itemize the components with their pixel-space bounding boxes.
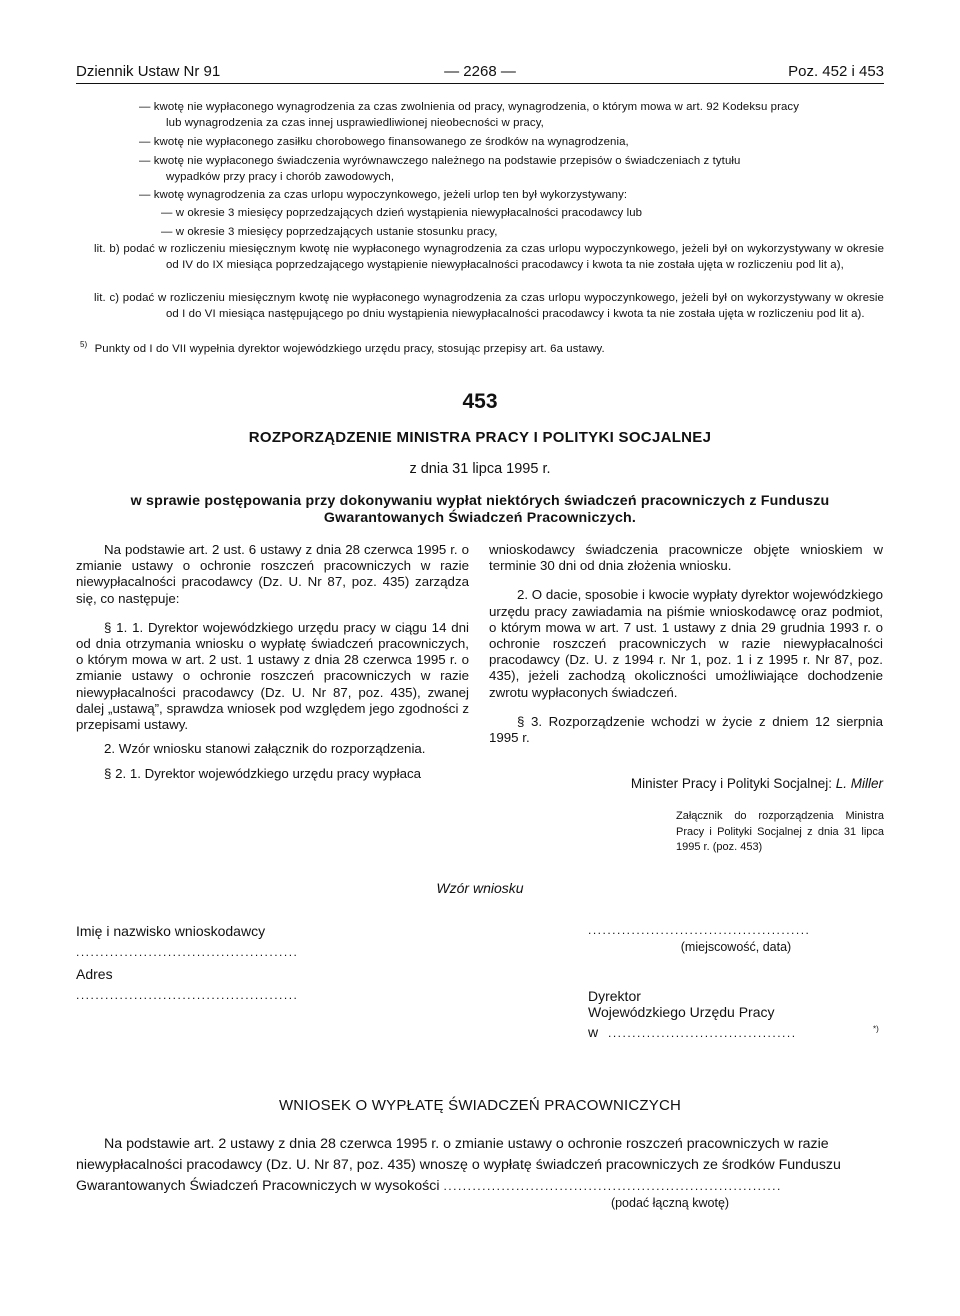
prev-item-1: — kwotę nie wypłaconego wynagrodzenia za czas zwolnienia od pracy, wynagrodzenia, o którym mowa w art. 92 Kodeksu pracy xyxy=(139,101,800,113)
section-1-1: § 1. 1. Dyrektor wojewódzkiego urzędu pracy w ciągu 14 dni od dnia otrzymania wniosku o wypłatę świadczeń pracowniczych, o którym mowa w art. 2 ust. 1 ustawy z dnia 28 czerwca 1995 r. o zmianie ustawy o ochronie roszczeń pracowniczych w razie niewypłacalności pracodawcy (Dz. U. Nr 87, poz. 435), zwanej dalej „ustawą”, sprawdza wniosek pod względem jego zgodności z przepisami ustawy. xyxy=(76,619,469,733)
footnote-mark: 5) xyxy=(80,340,88,349)
form-body-line-1: Na podstawie art. 2 ustawy z dnia 28 czerwca 1995 r. o zmianie ustawy o ochronie roszczeń pracowniczych w razie xyxy=(104,1136,829,1152)
prev-item-2: — kwotę nie wypłaconego zasiłku chorobowego finansowanego ze środków na wynagrodzenia, xyxy=(139,136,629,148)
act-title: ROZPORZĄDZENIE MINISTRA PRACY I POLITYKI SOCJALNEJ xyxy=(248,429,712,446)
form-body-line-3 xyxy=(76,1176,884,1197)
place-date-dots: .............................................. xyxy=(588,923,811,937)
annex-note: Załącznik do rozporządzenia Ministra Pracy i Polityki Socjalnej z dnia 31 lipca 1995 r. (poz. 453) xyxy=(676,810,884,853)
section-2-1: § 2. 1. Dyrektor wojewódzkiego urzędu pracy wypłaca xyxy=(104,766,422,782)
act-date: z dnia 31 lipca 1995 r. xyxy=(409,461,551,477)
address-dots: .............................................. xyxy=(76,988,299,1002)
amount-hint: (podać łączną kwotę) xyxy=(610,1196,730,1210)
act-subject-1: w sprawie postępowania przy dokonywaniu wypłat niektórych świadczeń pracowniczych z Funduszu xyxy=(130,493,830,509)
form-title: WNIOSEK O WYPŁATĘ ŚWIADCZEŃ PRACOWNICZYCH xyxy=(278,1097,682,1114)
place-date-hint: (miejscowość, data) xyxy=(680,940,792,954)
right-column xyxy=(489,542,883,746)
addressee-dots: ....................................... xyxy=(608,1026,797,1040)
addressee-line-1: Dyrektor xyxy=(588,988,641,1004)
addressee-w: w xyxy=(588,1024,599,1040)
prev-item-4: — kwotę wynagrodzenia za czas urlopu wypoczynkowego, jeżeli urlop ten był wykorzystywany: xyxy=(139,189,628,201)
amount-dots: ...................................................................... xyxy=(443,1179,782,1193)
section-2-2: 2. O dacie, sposobie i kwocie wypłaty dyrektor wojewódzkiego urzędu pracy zawiadamia na piśmie wnioskodawcę oraz podmiot, o którym mowa w art. 7 ust. 1 ustawy z dnia 29 grudnia 1993 r. o ochronie roszczeń pracowniczych w razie niewypłacalności pracodawcy (Dz. U. z 1994 r. Nr 1, poz. 1 i z 1995 r. Nr 87, poz. 435), jeżeli zachodzą okoliczności umożliwiające dochodzenie zwrotu wypłaconych świadczeń. xyxy=(489,587,883,700)
signature-name: L. Miller xyxy=(835,776,883,791)
header-rule xyxy=(76,83,884,84)
journal-name: Dziennik Ustaw Nr 91 xyxy=(76,63,221,80)
prev-item-1-cont: lub wynagrodzenia za czas innej usprawiedliwionej nieobecności w pracy, xyxy=(166,117,544,129)
applicant-dots: .............................................. xyxy=(76,945,299,959)
act-subject-2: Gwarantowanych Świadczeń Pracowniczych. xyxy=(323,510,637,526)
act-number: 453 xyxy=(462,390,498,413)
prev-item-3-cont: wypadków przy pracy i chorób zawodowych, xyxy=(166,171,395,183)
section-2-1-cont: wnioskodawcy świadczenia pracownicze objęte wnioskiem w terminie 30 dni od dnia złożenia wniosku. xyxy=(489,542,883,574)
footnote-text: Punkty od I do VII wypełnia dyrektor wojewódzkiego urzędu pracy, stosując przepisy art. 6a ustawy. xyxy=(94,342,605,355)
addressee-line-2: Wojewódzkiego Urzędu Pracy xyxy=(588,1004,775,1020)
form-body-line-3-text: Gwarantowanych Świadczeń Pracowniczych w wysokości xyxy=(76,1178,440,1194)
section-3: § 3. Rozporządzenie wchodzi w życie z dniem 12 sierpnia 1995 r. xyxy=(489,713,883,746)
form-heading: Wzór wniosku xyxy=(436,880,524,896)
prev-footnote xyxy=(80,337,884,357)
addressee-mark: *) xyxy=(873,1024,879,1034)
section-1-2: 2. Wzór wniosku stanowi załącznik do rozporządzenia. xyxy=(104,741,426,757)
position-number: Poz. 452 i 453 xyxy=(788,63,884,80)
prev-lit-b: lit. b) podać w rozliczeniu miesięcznym kwotę nie wypłaconego wynagrodzenia za czas urlopu wypoczynkowego, jeżeli był on wykorzystywany w okresie od IV do IX miesiąca poprzedzającego wystąpienie niewypłacalności pracodawcy i kwota ta nie została ujęta w rozliczeniu pod lit a), xyxy=(94,243,884,271)
signature-prefix: Minister Pracy i Polityki Socjalnej: xyxy=(630,776,836,791)
prev-subitem-1: — w okresie 3 miesięcy poprzedzających dzień wystąpienia niewypłacalności pracodawcy lub xyxy=(161,207,643,219)
address-label: Adres xyxy=(76,966,113,982)
left-column xyxy=(76,542,469,783)
prev-subitem-2: — w okresie 3 miesięcy poprzedzających ustanie stosunku pracy, xyxy=(161,226,498,238)
form-body-line-2: niewypłacalności pracodawcy (Dz. U. Nr 87, poz. 435) wnoszę o wypłatę świadczeń pracowniczych ze środków Funduszu xyxy=(76,1157,841,1173)
prev-item-3: — kwotę nie wypłaconego świadczenia wyrównawczego należnego na podstawie przepisów o świadczeniach z tytułu xyxy=(139,155,741,167)
prev-lit-c: lit. c) podać w rozliczeniu miesięcznym kwotę nie wypłaconego wynagrodzenia za czas urlopu wypoczynkowego, jeżeli był on wykorzystywany w okresie od I do VI miesiąca następującego po dniu wystąpienia niewypłacalności pracodawcy i kwota ta nie została ujęta w rozliczeniu pod lit a). xyxy=(94,292,884,320)
addressee-line-3 xyxy=(588,1024,879,1040)
signature xyxy=(489,776,883,791)
page-number: — 2268 — xyxy=(444,63,516,80)
intro-paragraph: Na podstawie art. 2 ust. 6 ustawy z dnia 28 czerwca 1995 r. o zmianie ustawy o ochronie roszczeń pracowniczych w razie niewypłacalności pracodawcy (Dz. U. Nr 87, poz. 435) zarządza się, co następuje: xyxy=(76,542,469,606)
applicant-label: Imię i nazwisko wnioskodawcy xyxy=(76,923,266,939)
form-body xyxy=(76,1134,884,1197)
